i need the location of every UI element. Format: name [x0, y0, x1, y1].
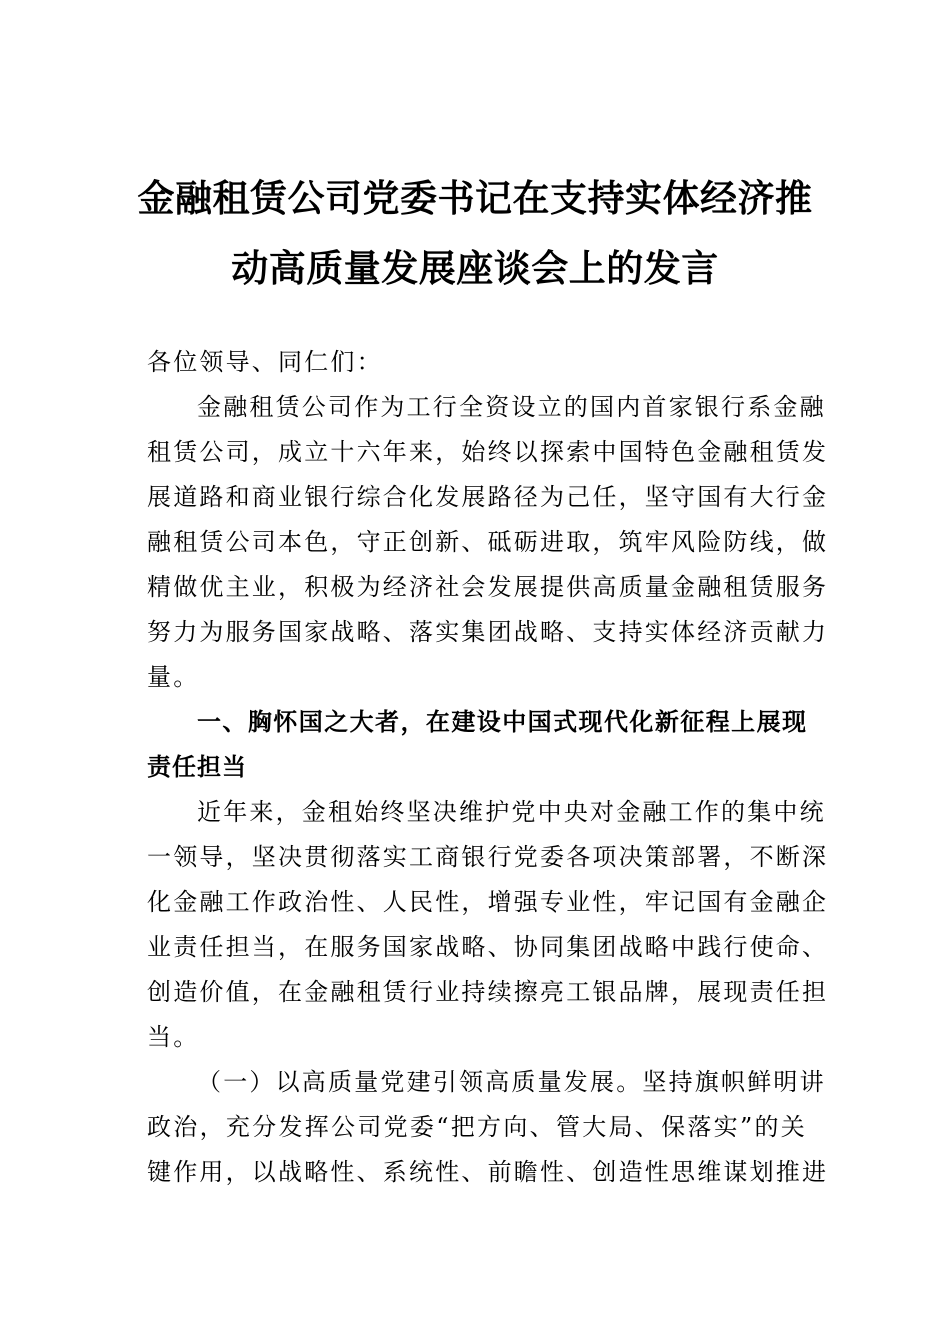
paragraph-line: 业责任担当，在服务国家战略、协同集团战略中践行使命、	[147, 933, 829, 961]
salutation-text: 各位领导、同仁们：	[147, 348, 383, 376]
paragraph-section-1	[147, 790, 829, 1060]
document-title-line-2: 动高质量发展座谈会上的发言	[231, 246, 719, 290]
paragraph-line: 化金融工作政治性、人民性，增强专业性，牢记国有金融企	[147, 888, 829, 916]
paragraph-line: 努力为服务国家战略、落实集团战略、支持实体经济贡献力	[147, 618, 829, 646]
paragraph-line: 政治，充分发挥公司党委“把方向、管大局、保落实”的关	[147, 1113, 807, 1141]
paragraph-line: 近年来，金租始终坚决维护党中央对金融工作的集中统	[197, 798, 826, 826]
paragraph-line: 当。	[147, 1023, 200, 1051]
heading-line: 责任担当	[147, 753, 247, 781]
section-heading-1	[147, 700, 807, 790]
paragraph-line: 融租赁公司本色，守正创新、砥砺进取，筑牢风险防线，做	[147, 528, 829, 556]
paragraph-line: 量。	[147, 663, 200, 691]
paragraph-line: 展道路和商业银行综合化发展路径为己任，坚守国有大行金	[147, 483, 829, 511]
paragraph-line: 一领导，坚决贯彻落实工商银行党委各项决策部署，不断深	[147, 843, 829, 871]
paragraph-intro	[147, 385, 829, 700]
paragraph-line: 键作用，以战略性、系统性、前瞻性、创造性思维谋划推进	[147, 1158, 829, 1186]
paragraph-line: 精做优主业，积极为经济社会发展提供高质量金融租赁服务	[147, 573, 829, 601]
document-title-line-1: 金融租赁公司党委书记在支持实体经济推	[137, 176, 813, 220]
paragraph-line: 创造价值，在金融租赁行业持续擦亮工银品牌，展现责任担	[147, 978, 829, 1006]
paragraph-line: （一）以高质量党建引领高质量发展。坚持旗帜鲜明讲	[197, 1068, 826, 1096]
paragraph-line: 租赁公司，成立十六年来，始终以探索中国特色金融租赁发	[147, 438, 829, 466]
paragraph-subsection-1	[147, 1060, 829, 1195]
paragraph-line: 金融租赁公司作为工行全资设立的国内首家银行系金融	[197, 393, 826, 421]
salutation	[147, 340, 807, 385]
heading-line: 一、胸怀国之大者，在建设中国式现代化新征程上展现	[197, 708, 807, 736]
